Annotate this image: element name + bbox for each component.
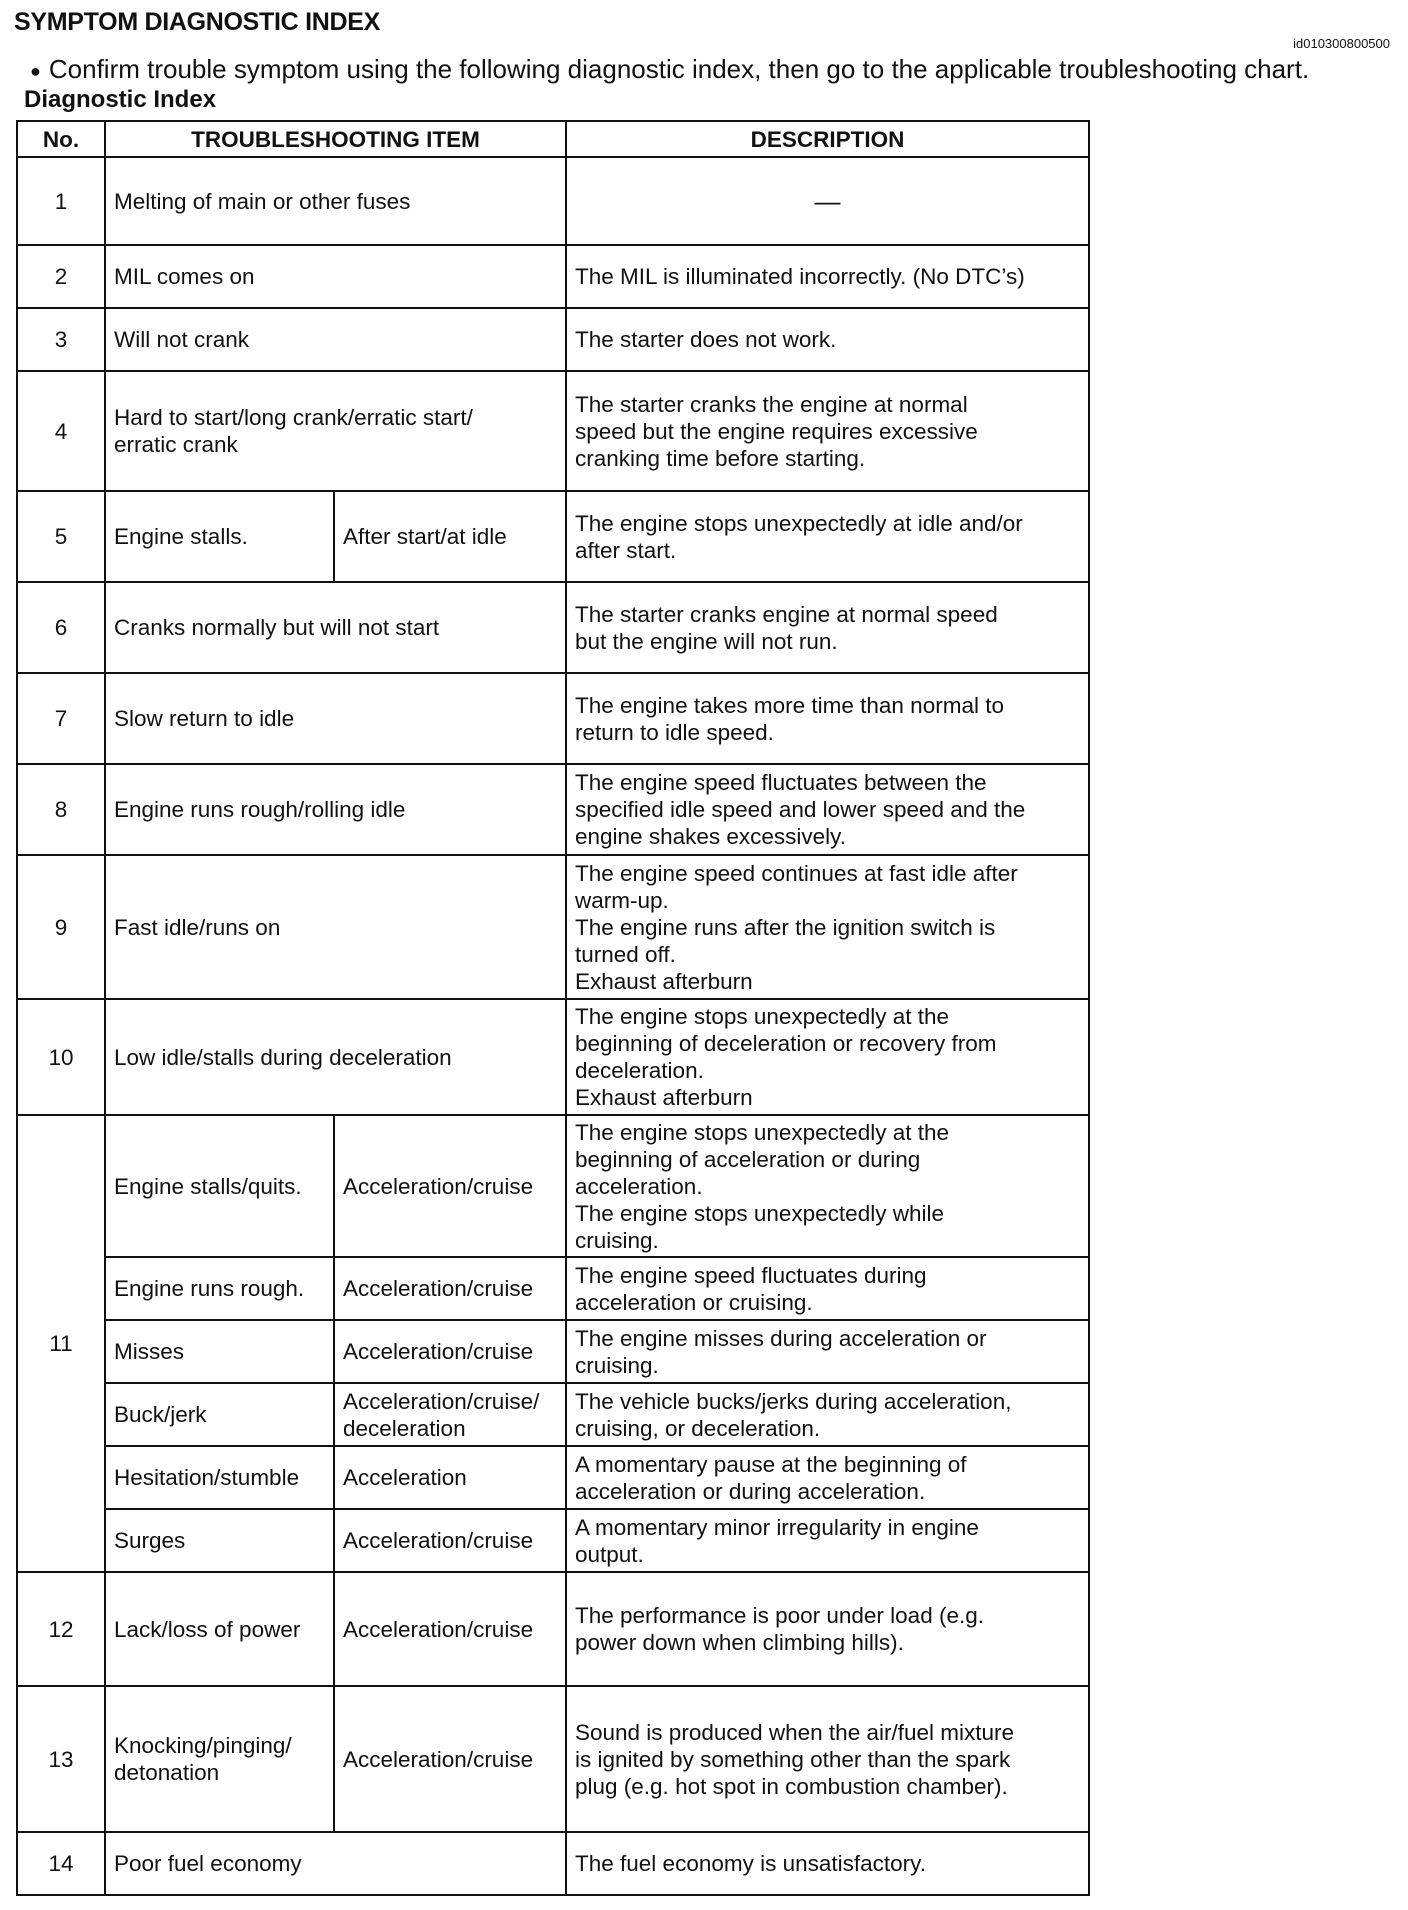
table-row — [17, 245, 1089, 308]
header-item: TROUBLESHOOTING ITEM — [105, 121, 566, 157]
header-description: DESCRIPTION — [566, 121, 1089, 157]
troubleshooting-item: Misses — [105, 1320, 334, 1383]
row-number: 12 — [17, 1572, 105, 1686]
table-row — [17, 582, 1089, 673]
description: The starter cranks engine at normal speed but the engine will not run. — [566, 582, 1089, 673]
description: A momentary minor irregularity in engine output. — [566, 1509, 1089, 1572]
item-condition: Acceleration/cruise — [334, 1509, 566, 1572]
intro-sentence: Confirm trouble symptom using the following diagnostic index, then go to the applicable troubleshooting chart. — [48, 54, 1310, 84]
table-row — [17, 1115, 1089, 1257]
description: The engine stops unexpectedly at the beginning of acceleration or during acceleration. The engine stops unexpectedly while cruising. — [566, 1115, 1089, 1257]
item-condition: Acceleration/cruise — [334, 1115, 566, 1257]
troubleshooting-item: Low idle/stalls during deceleration — [105, 999, 566, 1115]
row-number: 2 — [17, 245, 105, 308]
table-row — [17, 999, 1089, 1115]
description: The MIL is illuminated incorrectly. (No DTC’s) — [566, 245, 1089, 308]
table-row — [17, 1572, 1089, 1686]
description: The engine speed fluctuates between the specified idle speed and lower speed and the engine shakes excessively. — [566, 764, 1089, 855]
header-no: No. — [17, 121, 105, 157]
description: The engine speed continues at fast idle after warm-up. The engine runs after the ignition switch is turned off. Exhaust afterburn — [566, 855, 1089, 999]
table-row — [17, 764, 1089, 855]
table-row — [17, 1320, 1089, 1383]
troubleshooting-item: Engine runs rough/rolling idle — [105, 764, 566, 855]
description: The fuel economy is unsatisfactory. — [566, 1832, 1089, 1895]
table-row — [17, 1686, 1089, 1832]
row-number: 8 — [17, 764, 105, 855]
item-condition: Acceleration/cruise — [334, 1257, 566, 1320]
troubleshooting-item: Engine stalls/quits. — [105, 1115, 334, 1257]
troubleshooting-item: Will not crank — [105, 308, 566, 371]
table-row — [17, 491, 1089, 582]
description: A momentary pause at the beginning of acceleration or during acceleration. — [566, 1446, 1089, 1509]
item-condition: Acceleration/cruise — [334, 1320, 566, 1383]
description: The performance is poor under load (e.g. power down when climbing hills). — [566, 1572, 1089, 1686]
table-row — [17, 1446, 1089, 1509]
table-row — [17, 157, 1089, 245]
description: The starter cranks the engine at normal speed but the engine requires excessive cranking time before starting. — [566, 371, 1089, 491]
table-row — [17, 855, 1089, 999]
troubleshooting-item: Surges — [105, 1509, 334, 1572]
troubleshooting-item: Poor fuel economy — [105, 1832, 566, 1895]
document-id: id010300800500 — [1293, 36, 1390, 51]
table-row — [17, 1832, 1089, 1895]
troubleshooting-item: Lack/loss of power — [105, 1572, 334, 1686]
row-number: 10 — [17, 999, 105, 1115]
table-row — [17, 1257, 1089, 1320]
table-row — [17, 673, 1089, 764]
troubleshooting-item: Engine runs rough. — [105, 1257, 334, 1320]
diagnostic-index-table — [16, 120, 1090, 1896]
table-row — [17, 1383, 1089, 1446]
table-title: Diagnostic Index — [24, 86, 217, 113]
table-row — [17, 1509, 1089, 1572]
item-condition: After start/at idle — [334, 491, 566, 582]
troubleshooting-item: Cranks normally but will not start — [105, 582, 566, 673]
page-title: SYMPTOM DIAGNOSTIC INDEX — [14, 8, 380, 36]
row-number: 14 — [17, 1832, 105, 1895]
table-header-row — [17, 121, 1089, 157]
row-number: 13 — [17, 1686, 105, 1832]
troubleshooting-item: Knocking/pinging/ detonation — [105, 1686, 334, 1832]
row-number: 3 — [17, 308, 105, 371]
item-condition: Acceleration — [334, 1446, 566, 1509]
row-number: 5 — [17, 491, 105, 582]
item-condition: Acceleration/cruise — [334, 1572, 566, 1686]
troubleshooting-item: MIL comes on — [105, 245, 566, 308]
description: Sound is produced when the air/fuel mixture is ignited by something other than the spark plug (e.g. hot spot in combustion chamber). — [566, 1686, 1089, 1832]
troubleshooting-item: Slow return to idle — [105, 673, 566, 764]
description: The engine stops unexpectedly at idle and/or after start. — [566, 491, 1089, 582]
troubleshooting-item: Fast idle/runs on — [105, 855, 566, 999]
intro-text — [30, 54, 1309, 85]
troubleshooting-item: Melting of main or other fuses — [105, 157, 566, 245]
troubleshooting-item: Hesitation/stumble — [105, 1446, 334, 1509]
row-number: 7 — [17, 673, 105, 764]
troubleshooting-item: Buck/jerk — [105, 1383, 334, 1446]
description: The starter does not work. — [566, 308, 1089, 371]
table-row — [17, 371, 1089, 491]
row-number: 4 — [17, 371, 105, 491]
description: The engine stops unexpectedly at the beginning of deceleration or recovery from deceleration. Exhaust afterburn — [566, 999, 1089, 1115]
troubleshooting-item: Hard to start/long crank/erratic start/ erratic crank — [105, 371, 566, 491]
item-condition: Acceleration/cruise — [334, 1686, 566, 1832]
description: The engine takes more time than normal to return to idle speed. — [566, 673, 1089, 764]
table-row — [17, 308, 1089, 371]
row-number: 6 — [17, 582, 105, 673]
description: The engine misses during acceleration or cruising. — [566, 1320, 1089, 1383]
troubleshooting-item: Engine stalls. — [105, 491, 334, 582]
row-number: 9 — [17, 855, 105, 999]
description: — — [566, 157, 1089, 245]
item-condition: Acceleration/cruise/ deceleration — [334, 1383, 566, 1446]
row-number: 1 — [17, 157, 105, 245]
description: The engine speed fluctuates during acceleration or cruising. — [566, 1257, 1089, 1320]
row-number: 11 — [17, 1115, 105, 1572]
description: The vehicle bucks/jerks during acceleration, cruising, or deceleration. — [566, 1383, 1089, 1446]
bullet-icon: ● — [30, 60, 41, 81]
